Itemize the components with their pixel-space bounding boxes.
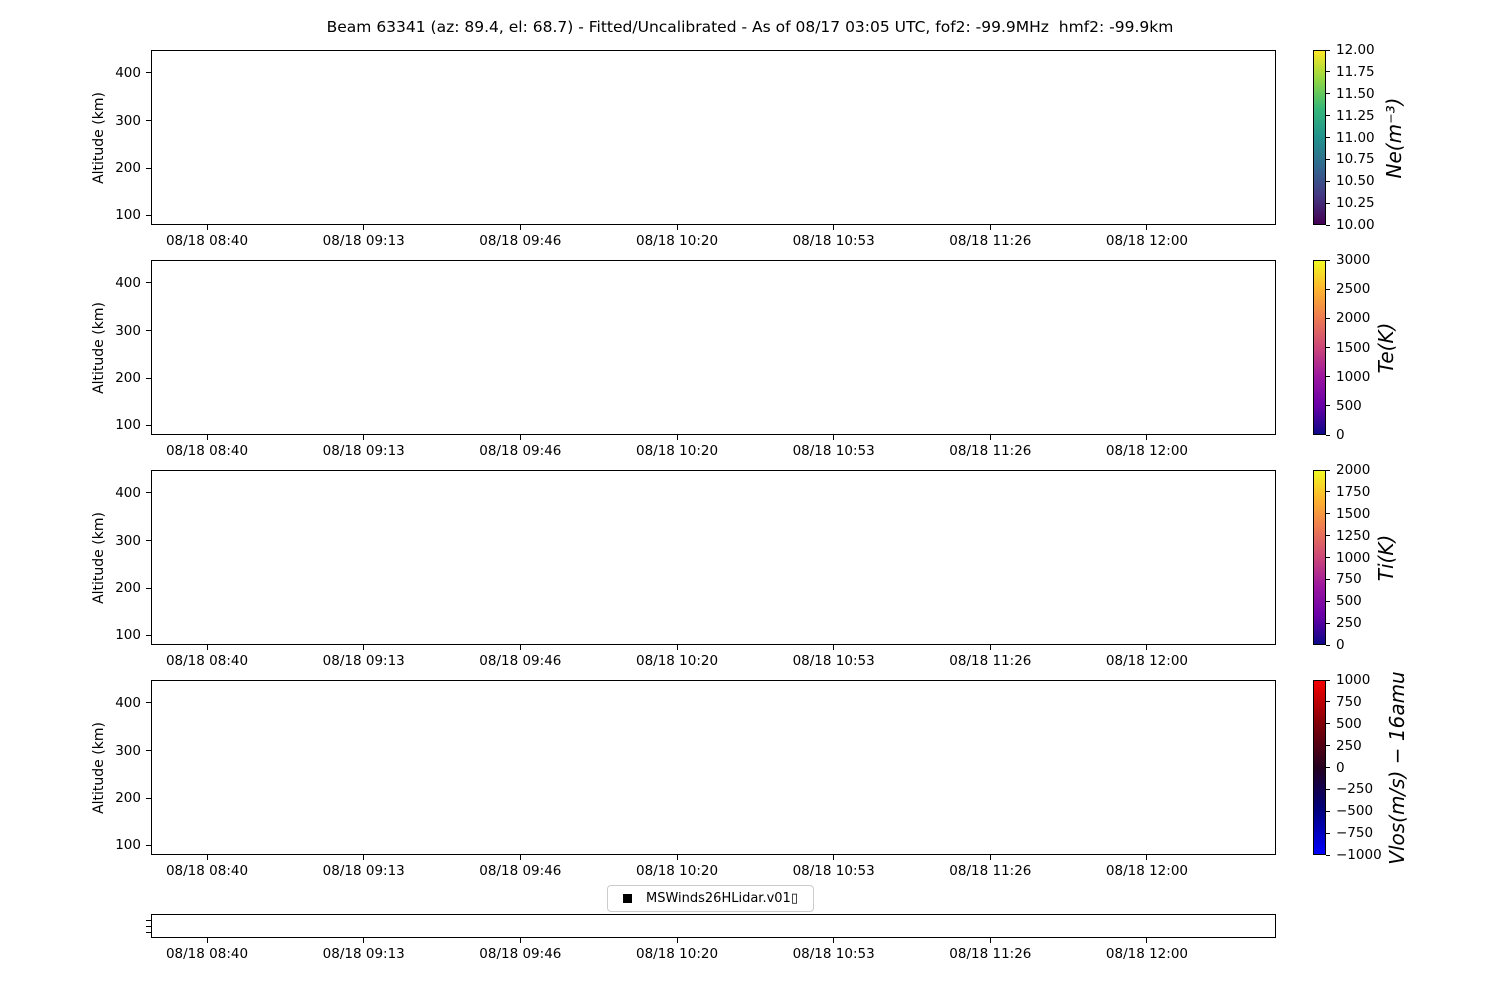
strip-y-tick bbox=[146, 926, 151, 927]
panel-te-x-tick bbox=[677, 435, 678, 440]
y-tick-label: 200 bbox=[115, 790, 141, 806]
colorbar-tick bbox=[1326, 93, 1330, 94]
colorbar-tick bbox=[1326, 535, 1330, 536]
colorbar-tick-label: 2000 bbox=[1336, 462, 1371, 478]
panel-vlos-x-tick-label: 08/18 08:40 bbox=[165, 863, 249, 879]
y-axis-label-te: Altitude (km) bbox=[91, 301, 107, 394]
panel-vlos-x-tick bbox=[677, 855, 678, 860]
y-tick-label: 300 bbox=[115, 532, 141, 549]
colorbar-tick-label: 500 bbox=[1336, 397, 1362, 414]
colorbar-tick bbox=[1326, 579, 1330, 580]
panel-ne-x-tick-label: 08/18 12:00 bbox=[1105, 233, 1188, 249]
y-axis-label-ti: Altitude (km) bbox=[91, 511, 107, 604]
colorbar-tick-label: 0 bbox=[1336, 427, 1345, 443]
panel-te-x-tick-label: 08/18 12:00 bbox=[1105, 443, 1188, 459]
panel-te-x-tick-label: 08/18 09:13 bbox=[322, 443, 405, 459]
y-tick-label: 100 bbox=[115, 837, 141, 854]
panel-vlos-x-tick-label: 08/18 10:53 bbox=[792, 863, 875, 879]
y-tick bbox=[146, 702, 151, 703]
panel-ti-x-tick-label: 08/18 09:46 bbox=[479, 653, 562, 669]
panel-te-x-tick bbox=[520, 435, 521, 440]
panel-te-x-tick bbox=[833, 435, 834, 440]
panel-ne-x-tick-label: 08/18 09:46 bbox=[479, 233, 562, 249]
colorbar-tick bbox=[1326, 470, 1330, 471]
colorbar-tick bbox=[1326, 289, 1330, 290]
strip-x-tick-label: 08/18 11:26 bbox=[949, 946, 1032, 962]
colorbar-title-ti: Ti(K) bbox=[1374, 534, 1398, 581]
y-tick bbox=[146, 215, 151, 216]
y-tick-label: 300 bbox=[115, 322, 141, 339]
panel-ti-x-tick-label: 08/18 10:20 bbox=[635, 653, 719, 669]
panel-te-x-tick bbox=[1146, 435, 1147, 440]
y-tick bbox=[146, 330, 151, 331]
colorbar-title-te: Te(K) bbox=[1374, 322, 1398, 373]
colorbar-vlos bbox=[1313, 680, 1326, 855]
strip-x-tick bbox=[677, 938, 678, 943]
y-tick-label: 200 bbox=[115, 580, 141, 596]
strip-x-tick bbox=[207, 938, 208, 943]
y-tick-label: 300 bbox=[115, 742, 141, 759]
colorbar-tick-label: 1750 bbox=[1336, 483, 1371, 500]
y-tick-label: 400 bbox=[115, 274, 141, 291]
colorbar-title-vlos: Vlos(m/s) − 16amu bbox=[1385, 670, 1409, 865]
colorbar-tick-label: 10.00 bbox=[1336, 217, 1375, 233]
strip-x-tick bbox=[520, 938, 521, 943]
colorbar-tick-label: 2500 bbox=[1336, 281, 1371, 298]
colorbar-tick-label: 0 bbox=[1336, 637, 1345, 653]
colorbar-title-ne: Ne(m⁻³) bbox=[1382, 97, 1406, 178]
colorbar-tick-label: 500 bbox=[1336, 593, 1362, 610]
panel-ti-x-tick bbox=[1146, 645, 1147, 650]
y-tick-label: 100 bbox=[115, 207, 141, 224]
strip-x-tick-label: 08/18 10:53 bbox=[792, 946, 875, 962]
y-tick bbox=[146, 588, 151, 589]
colorbar-tick-label: 500 bbox=[1336, 715, 1362, 732]
panel-ne-x-tick bbox=[833, 225, 834, 230]
strip-x-tick bbox=[1146, 938, 1147, 943]
colorbar-tick-label: 750 bbox=[1336, 571, 1362, 588]
colorbar-tick-label: −750 bbox=[1336, 825, 1374, 842]
panel-te-x-tick-label: 08/18 08:40 bbox=[165, 443, 249, 459]
heatmap-panel-te bbox=[151, 260, 1276, 435]
panel-vlos-x-tick-label: 08/18 09:46 bbox=[479, 863, 562, 879]
strip-x-tick-label: 08/18 09:13 bbox=[322, 946, 405, 962]
colorbar-te bbox=[1313, 260, 1326, 435]
colorbar-tick bbox=[1326, 115, 1330, 116]
colorbar-tick-label: 1000 bbox=[1336, 368, 1371, 385]
panel-te-x-tick-label: 08/18 10:20 bbox=[635, 443, 719, 459]
y-tick-label: 300 bbox=[115, 112, 141, 129]
colorbar-tick bbox=[1326, 347, 1330, 348]
panel-vlos-x-tick bbox=[1146, 855, 1147, 860]
colorbar-tick-label: 1500 bbox=[1336, 505, 1371, 522]
panel-ne-x-tick-label: 08/18 09:13 bbox=[322, 233, 405, 249]
panel-ti-x-tick bbox=[520, 645, 521, 650]
y-tick-label: 200 bbox=[115, 370, 141, 386]
y-axis-label-ne: Altitude (km) bbox=[91, 91, 107, 184]
panel-te-x-tick-label: 08/18 10:53 bbox=[792, 443, 875, 459]
colorbar-tick-label: 1250 bbox=[1336, 527, 1371, 544]
colorbar-tick bbox=[1326, 318, 1330, 319]
panel-vlos-x-tick-label: 08/18 11:26 bbox=[949, 863, 1032, 879]
y-tick bbox=[146, 845, 151, 846]
heatmap-panel-ti bbox=[151, 470, 1276, 645]
strip-x-tick bbox=[990, 938, 991, 943]
panel-ne-x-tick bbox=[990, 225, 991, 230]
colorbar-tick-label: −500 bbox=[1336, 803, 1374, 820]
colorbar-tick bbox=[1326, 767, 1330, 768]
strip-x-tick-label: 08/18 10:20 bbox=[635, 946, 719, 962]
colorbar-tick bbox=[1326, 405, 1330, 406]
colorbar-tick bbox=[1326, 623, 1330, 624]
y-tick bbox=[146, 492, 151, 493]
panel-ti-x-tick-label: 08/18 09:13 bbox=[322, 653, 405, 669]
colorbar-tick-label: −1000 bbox=[1336, 847, 1382, 863]
colorbar-tick-label: 12.00 bbox=[1336, 42, 1375, 58]
panel-ti-x-tick bbox=[207, 645, 208, 650]
colorbar-tick bbox=[1326, 723, 1330, 724]
panel-ti-x-tick-label: 08/18 10:53 bbox=[792, 653, 875, 669]
panel-vlos-x-tick-label: 08/18 10:20 bbox=[635, 863, 719, 879]
panel-ne-x-tick bbox=[1146, 225, 1147, 230]
heatmap-panel-ne bbox=[151, 50, 1276, 225]
colorbar-tick-label: 11.25 bbox=[1336, 107, 1375, 124]
colorbar-tick-label: 2000 bbox=[1336, 310, 1371, 327]
colorbar-tick bbox=[1326, 50, 1330, 51]
panel-ne-x-tick-label: 08/18 11:26 bbox=[949, 233, 1032, 249]
panel-ne-x-tick bbox=[207, 225, 208, 230]
colorbar-tick bbox=[1326, 557, 1330, 558]
colorbar-tick bbox=[1326, 71, 1330, 72]
y-tick bbox=[146, 378, 151, 379]
strip-y-tick bbox=[146, 920, 151, 921]
panel-vlos-x-tick-label: 08/18 12:00 bbox=[1105, 863, 1188, 879]
colorbar-tick-label: 750 bbox=[1336, 693, 1362, 710]
strip-y-tick bbox=[146, 932, 151, 933]
figure-title: Beam 63341 (az: 89.4, el: 68.7) - Fitted/Uncalibrated - As of 08/17 03:05 UTC, fof2: -99.9MHz hmf2: -99.9km bbox=[326, 18, 1174, 36]
y-tick bbox=[146, 282, 151, 283]
colorbar-tick bbox=[1326, 260, 1330, 261]
panel-vlos-x-tick bbox=[520, 855, 521, 860]
colorbar-tick bbox=[1326, 513, 1330, 514]
colorbar-tick bbox=[1326, 435, 1330, 436]
panel-te-x-tick-label: 08/18 09:46 bbox=[479, 443, 562, 459]
y-tick bbox=[146, 72, 151, 73]
colorbar-tick bbox=[1326, 376, 1330, 377]
y-tick bbox=[146, 750, 151, 751]
panel-ne-x-tick-label: 08/18 08:40 bbox=[165, 233, 249, 249]
panel-ne-x-tick bbox=[363, 225, 364, 230]
colorbar-tick bbox=[1326, 745, 1330, 746]
panel-vlos-x-tick bbox=[363, 855, 364, 860]
strip-x-tick bbox=[363, 938, 364, 943]
colorbar-tick bbox=[1326, 855, 1330, 856]
colorbar-tick-label: 10.50 bbox=[1336, 173, 1375, 190]
colorbar-tick bbox=[1326, 181, 1330, 182]
panel-te-x-tick bbox=[363, 435, 364, 440]
colorbar-tick bbox=[1326, 225, 1330, 226]
y-tick-label: 400 bbox=[115, 484, 141, 501]
panel-vlos-x-tick-label: 08/18 09:13 bbox=[322, 863, 405, 879]
colorbar-tick-label: 1000 bbox=[1336, 672, 1371, 688]
colorbar-tick bbox=[1326, 645, 1330, 646]
colorbar-tick bbox=[1326, 789, 1330, 790]
panel-ti-x-tick bbox=[677, 645, 678, 650]
colorbar-tick-label: 0 bbox=[1336, 759, 1345, 776]
colorbar-tick-label: 11.50 bbox=[1336, 85, 1375, 102]
colorbar-ne bbox=[1313, 50, 1326, 225]
colorbar-tick-label: 10.25 bbox=[1336, 195, 1375, 212]
colorbar-tick-label: 1000 bbox=[1336, 549, 1371, 566]
panel-ne-x-tick bbox=[677, 225, 678, 230]
y-tick bbox=[146, 425, 151, 426]
colorbar-tick bbox=[1326, 680, 1330, 681]
panel-ti-x-tick bbox=[363, 645, 364, 650]
colorbar-tick-label: 1500 bbox=[1336, 339, 1371, 356]
heatmap-panel-vlos bbox=[151, 680, 1276, 855]
colorbar-tick-label: −250 bbox=[1336, 781, 1374, 798]
y-axis-label-vlos: Altitude (km) bbox=[91, 721, 107, 814]
panel-te-x-tick bbox=[990, 435, 991, 440]
panel-ti-x-tick-label: 08/18 12:00 bbox=[1105, 653, 1188, 669]
colorbar-tick bbox=[1326, 137, 1330, 138]
legend-square-marker-icon bbox=[623, 894, 632, 903]
strip-x-tick-label: 08/18 09:46 bbox=[479, 946, 562, 962]
colorbar-tick bbox=[1326, 601, 1330, 602]
legend bbox=[607, 885, 814, 912]
colorbar-tick-label: 10.75 bbox=[1336, 151, 1375, 168]
colorbar-tick bbox=[1326, 701, 1330, 702]
colorbar-tick-label: 11.75 bbox=[1336, 63, 1375, 80]
panel-ne-x-tick-label: 08/18 10:53 bbox=[792, 233, 875, 249]
y-tick bbox=[146, 168, 151, 169]
y-tick bbox=[146, 120, 151, 121]
colorbar-ti bbox=[1313, 470, 1326, 645]
colorbar-tick bbox=[1326, 491, 1330, 492]
y-tick bbox=[146, 798, 151, 799]
panel-vlos-x-tick bbox=[833, 855, 834, 860]
colorbar-tick-label: 250 bbox=[1336, 615, 1362, 632]
y-tick-label: 100 bbox=[115, 417, 141, 434]
panel-ti-x-tick-label: 08/18 11:26 bbox=[949, 653, 1032, 669]
colorbar-tick-label: 11.00 bbox=[1336, 129, 1375, 146]
panel-ti-x-tick bbox=[833, 645, 834, 650]
y-tick-label: 100 bbox=[115, 627, 141, 644]
y-tick bbox=[146, 635, 151, 636]
y-tick bbox=[146, 540, 151, 541]
panel-te-x-tick-label: 08/18 11:26 bbox=[949, 443, 1032, 459]
colorbar-tick bbox=[1326, 833, 1330, 834]
bottom-strip-panel bbox=[151, 914, 1276, 938]
panel-te-x-tick bbox=[207, 435, 208, 440]
colorbar-tick bbox=[1326, 811, 1330, 812]
legend-label: MSWinds26HLidar.v01▯ bbox=[646, 891, 798, 906]
panel-vlos-x-tick bbox=[207, 855, 208, 860]
strip-x-tick-label: 08/18 12:00 bbox=[1105, 946, 1188, 962]
colorbar-tick bbox=[1326, 203, 1330, 204]
y-tick-label: 400 bbox=[115, 694, 141, 711]
colorbar-tick-label: 3000 bbox=[1336, 252, 1371, 268]
colorbar-tick bbox=[1326, 159, 1330, 160]
colorbar-tick-label: 250 bbox=[1336, 737, 1362, 754]
panel-ti-x-tick bbox=[990, 645, 991, 650]
y-tick-label: 400 bbox=[115, 64, 141, 81]
strip-x-tick bbox=[833, 938, 834, 943]
panel-ne-x-tick-label: 08/18 10:20 bbox=[635, 233, 719, 249]
panel-vlos-x-tick bbox=[990, 855, 991, 860]
panel-ne-x-tick bbox=[520, 225, 521, 230]
strip-x-tick-label: 08/18 08:40 bbox=[165, 946, 249, 962]
y-tick-label: 200 bbox=[115, 160, 141, 176]
panel-ti-x-tick-label: 08/18 08:40 bbox=[165, 653, 249, 669]
